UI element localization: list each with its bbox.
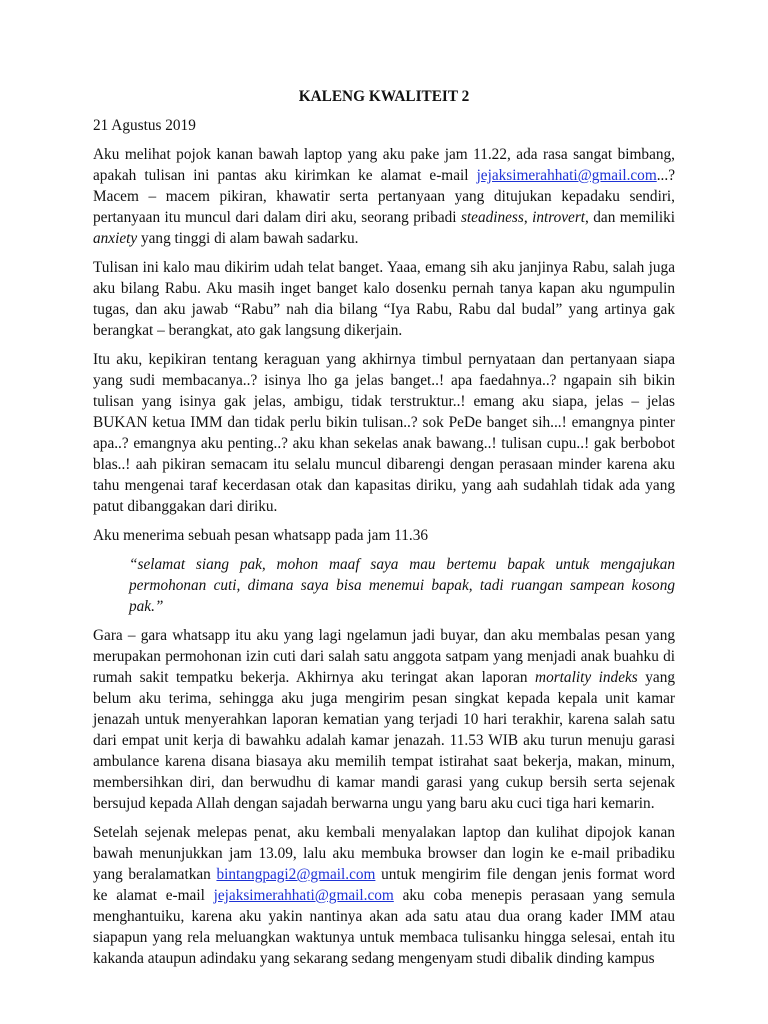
paragraph-text: yang belum aku terima, sehingga aku juga mengirim pesan singkat kepada kepala unit kamar jenazah untuk menyerahkan laporan kematian yang terjadi 10 hari terakhir, karena salah satu dari empat unit kerja di bawahku adalah kamar jenazah. 11.53 WIB aku turun menuju garasi ambulance karena disana biasaya aku memilih tempat istirahat saat bekerja, makan, minum, membersihkan diri, dan berwudhu di kamar mandi garasi yang cukup bersih serta sejenak bersujud kepada Allah dengan sajadah berwarna ungu yang baru aku cuci tiga hari kemarin.: [93, 669, 676, 812]
paragraph-text: Aku melihat pojok kanan bawah laptop yang aku pake jam 11.22, ada rasa sangat bimbang, apakah tulisan ini pantas aku kirimkan ke alamat e-mail: [93, 146, 675, 184]
paragraph-text: aku coba menepis perasaan yang semula menghantuiku, karena aku yakin nantinya akan ada satu atau dua orang kader IMM atau siapapun yang rela meluangkan waktunya untuk membaca tulisanku hingga selesai, entah itu kakanda ataupun adindaku yang sekarang sedang mengenyam studi dibalik dinding kampus: [93, 887, 675, 967]
italic-term: mortality indeks: [535, 669, 638, 686]
paragraph-text: Gara – gara whatsapp itu aku yang lagi ngelamun jadi buyar, dan aku membalas pesan yang merupakan permohonan izin cuti dari salah satu anggota satpam yang menjadi anak buahku di rumah sakit tempatku bekerja. Akhirnya aku teringat akan laporan: [93, 627, 675, 686]
italic-term: introvert: [532, 209, 586, 226]
paragraph-5: [93, 625, 675, 814]
paragraph-2: Tulisan ini kalo mau dikirim udah telat banget. Yaaa, emang sih aku janjinya Rabu, salah juga aku bilang Rabu. Aku masih inget banget kalo dosenku pernah tanya kapan aku ngumpulin tugas, dan aku jawab “Rabu” nah dia bilang “Iya Rabu, Rabu dal budal” yang artinya gak berangkat – berangkat, ato gak langsung dikerjain.: [93, 259, 675, 339]
paragraph-4: Aku menerima sebuah pesan whatsapp pada jam 11.36: [93, 527, 429, 544]
document-title: KALENG KWALITEIT 2: [298, 88, 470, 105]
email-link[interactable]: jejaksimerahhati@gmail.com: [476, 167, 657, 184]
email-link[interactable]: jejaksimerahhati@gmail.com: [213, 887, 394, 904]
document-date: 21 Agustus 2019: [93, 117, 196, 134]
document-page: [93, 86, 675, 977]
paragraph-text: untuk mengirim file dengan jenis format word ke alamat e-mail: [93, 866, 676, 904]
paragraph-text: ,: [523, 209, 533, 226]
italic-term: anxiety: [93, 230, 138, 247]
paragraph-text: yang tinggi di alam bawah sadarku.: [137, 230, 359, 247]
paragraph-3: Itu aku, kepikiran tentang keraguan yang akhirnya timbul pernyataan dan pertanyaan siapa yang sudi membacanya..? isinya lho ga jelas banget..! apa faedahnya..? ngapain sih bikin tulisan yang isinya gak jelas, ambigu, tidak terstruktur..! emang aku siapa, jelas – jelas BUKAN ketua IMM dan tidak perlu bikin tulisan..? sok PeDe banget sih...! emangnya pinter apa..? emangnya aku penting..? aku khan sekelas anak bawang..! tulisan cupu..! gak berbobot blas..! aah pikiran semacam itu selalu muncul dibarengi dengan perasaan minder karena aku tahu mengenai taraf kecerdasan otak dan kapasitas diriku, yang aah sudahlah tidak ada yang patut dibanggakan dari diriku.: [93, 351, 675, 515]
paragraph-6: [93, 822, 675, 969]
paragraph-1: [93, 144, 675, 249]
whatsapp-quote: “selamat siang pak, mohon maaf saya mau bertemu bapak untuk mengajukan permohonan cuti, dimana saya bisa menemui bapak, tadi ruangan sampean kosong pak.”: [129, 556, 675, 615]
paragraph-text: Setelah sejenak melepas penat, aku kembali menyalakan laptop dan kulihat dipojok kanan bawah menunjukkan jam 13.09, lalu aku membuka browser dan login ke e-mail pribadiku yang beralamatkan: [93, 824, 675, 883]
italic-term: steadiness: [460, 209, 524, 226]
email-link[interactable]: bintangpagi2@gmail.com: [216, 866, 376, 883]
paragraph-text: , dan memiliki: [585, 209, 675, 226]
paragraph-text: ...? Macem – macem pikiran, khawatir serta pertanyaan yang ditujukan kepadaku sendiri, pertanyaan itu muncul dari dalam diri aku, seorang pribadi: [93, 167, 675, 226]
